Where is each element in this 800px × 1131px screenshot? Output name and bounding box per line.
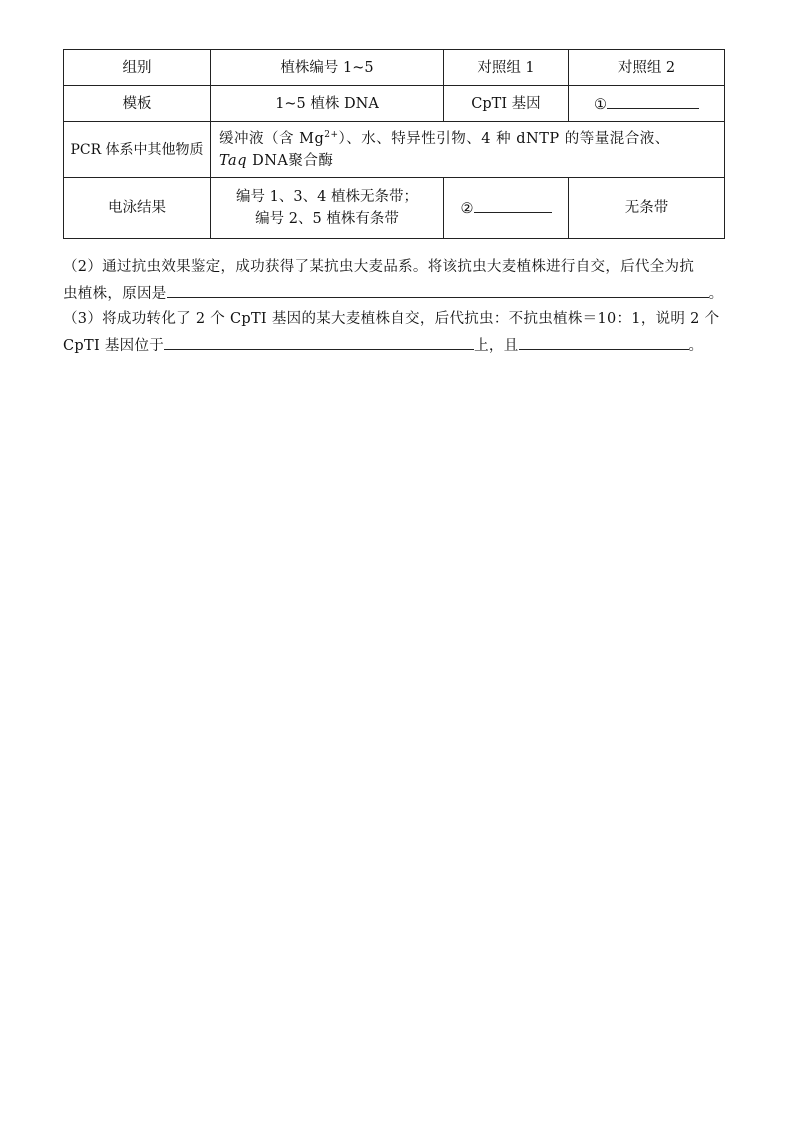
electro-label: 电泳结果 — [64, 178, 211, 239]
pcr-label: PCR 体系中其他物质 — [64, 122, 211, 178]
question-2-prefix: 虫植株，原因是 — [63, 286, 167, 302]
question-3-line1: （3）将成功转化了 2 个 CpTI 基因的某大麦植株自交，后代抗虫：不抗虫植株＝10：1，说明 2 个 — [63, 311, 720, 327]
template-control1: CpTI 基因 — [444, 86, 569, 122]
pcr-row — [64, 122, 725, 178]
electro-control2: 无条带 — [569, 178, 725, 239]
header-control2: 对照组 2 — [569, 50, 725, 86]
pcr-content-part3: DNA聚合酶 — [246, 152, 334, 169]
question-2 — [63, 254, 733, 308]
question-2-suffix: 。 — [708, 286, 724, 302]
answer-blank-q2[interactable] — [167, 281, 709, 298]
template-row — [64, 86, 725, 122]
electro-plants-line1: 编号 1、3、4 植株无条带； — [236, 189, 418, 205]
question-3-line2 — [63, 333, 733, 360]
answer-blank-q3b[interactable] — [519, 333, 689, 350]
header-plants: 植株编号 1~5 — [211, 50, 444, 86]
header-control1: 对照组 1 — [444, 50, 569, 86]
pcr-content-taq: Taq — [219, 152, 247, 169]
answer-blank-2[interactable] — [474, 196, 552, 213]
pcr-content-part1: 缓冲液（含 Mg — [219, 130, 325, 147]
question-3-suffix: 。 — [688, 338, 704, 354]
pcr-content — [211, 122, 725, 178]
question-2-line1: （2）通过抗虫效果鉴定，成功获得了某抗虫大麦品系。将该抗虫大麦植株进行自交，后代全为抗 — [63, 259, 695, 275]
electro-plants-line2: 编号 2、5 植株有条带 — [255, 211, 399, 227]
blank-marker-2: ② — [460, 201, 474, 217]
template-plants: 1~5 植株 DNA — [211, 86, 444, 122]
electrophoresis-row — [64, 178, 725, 239]
header-group: 组别 — [64, 50, 211, 86]
blank-marker-1: ① — [594, 96, 607, 113]
question-3-prefix: CpTI 基因位于 — [63, 338, 165, 354]
answer-blank-q3a[interactable] — [164, 333, 474, 350]
electro-control1 — [444, 178, 569, 239]
template-control2 — [569, 86, 725, 122]
question-3-mid: 上，且 — [474, 338, 519, 354]
table-header-row — [64, 50, 725, 86]
experiment-table — [63, 49, 725, 239]
template-label: 模板 — [64, 86, 211, 122]
electro-plants — [211, 178, 444, 239]
answer-blank-1[interactable] — [607, 92, 699, 109]
pcr-content-part2: ）、水、特异性引物、4 种 dNTP 的等量混合液、 — [338, 130, 670, 147]
question-2-line2 — [63, 281, 733, 308]
pcr-content-sup: 2+ — [324, 129, 339, 140]
question-3 — [63, 306, 733, 360]
